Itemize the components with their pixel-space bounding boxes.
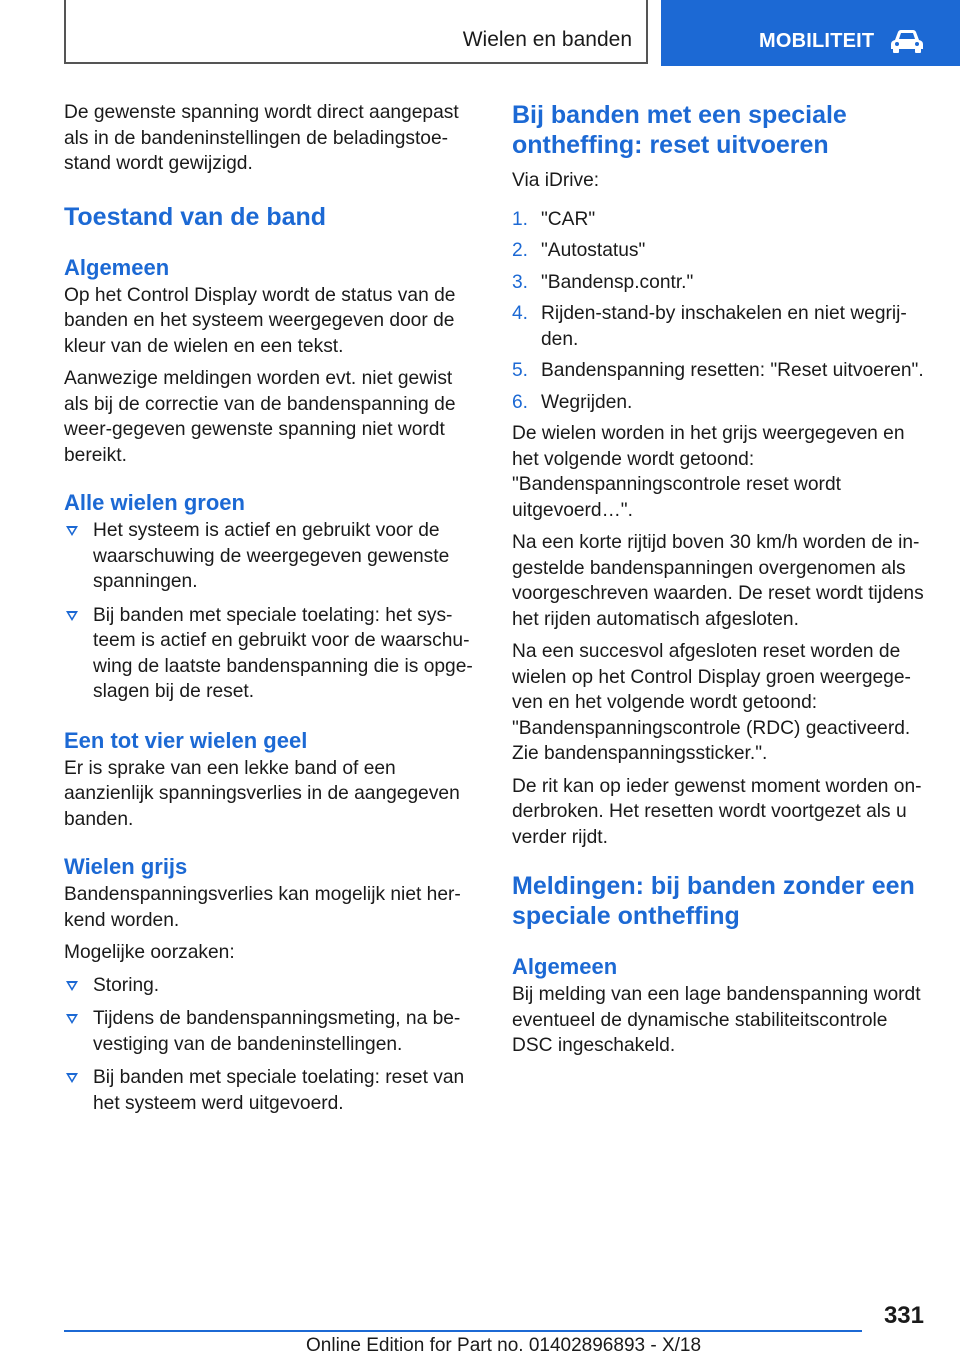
left-column: [64, 100, 482, 1124]
step-item: 4. Rijden-stand-by inschakelen en niet wegrij-den.: [512, 303, 907, 350]
list-item: Tijdens de bandenspanningsmeting, na be-vestiging van de bandeninstellingen.: [64, 1006, 482, 1057]
heading-geel: Een tot vier wielen geel: [64, 727, 308, 753]
paragraph-reset-3: Na een succesvol afgesloten reset worden de wielen op het Control Display groen weergege-ven en het volgende wordt getoond: "Bandenspanningscontrole (RDC) geactiveerd. Zie bandenspanningssticker.".: [512, 641, 911, 764]
paragraph-algemeen-1: Op het Control Display wordt de status van de banden en het systeem weergegeven door de kleur van de wielen en een tekst.: [64, 284, 456, 357]
step-item: 5. Bandenspanning resetten: "Reset uitvoeren".: [512, 360, 924, 381]
steps-list: [512, 207, 930, 416]
heading-toestand: Toestand van de band: [64, 202, 327, 231]
heading-meldingen: Meldingen: bij banden zonder een speciale ontheffing: [512, 872, 915, 930]
paragraph-reset-1: De wielen worden in het grijs weergegeven en het volgende wordt getoond: "Bandenspanningscontrole reset wordt uitgevoerd…".: [512, 423, 905, 521]
paragraph-algemeen-2: Aanwezige meldingen worden evt. niet gewist als bij de correctie van de bandenspanning de weer-gegeven gewenste spanning niet wordt bereikt.: [64, 368, 456, 466]
page-number: 331: [883, 1302, 924, 1329]
list-item: Bij banden met speciale toelating: het sys-teem is actief en gebruikt voor de waarschu-wing de laatste bandenspanning die is opge-slagen bij de reset.: [64, 603, 482, 705]
heading-reset: Bij banden met een speciale ontheffing: reset uitvoeren: [512, 101, 847, 159]
car-icon: [889, 28, 925, 54]
via-idrive: Via iDrive:: [512, 170, 600, 191]
footer-divider: [64, 1330, 862, 1332]
heading-algemeen-left: Algemeen: [64, 254, 170, 280]
paragraph-grijs-1: Bandenspanningsverlies kan mogelijk niet her-kend worden.: [64, 884, 461, 931]
step-item: 1. "CAR": [512, 208, 596, 230]
list-item: Bij banden met speciale toelating: reset van het systeem werd uitgevoerd.: [64, 1065, 482, 1116]
list-groen: [64, 518, 482, 705]
right-column: [512, 100, 930, 1066]
list-item: Storing.: [64, 973, 482, 999]
footer-edition: Online Edition for Part no. 01402896893 - X/18: [306, 1335, 702, 1356]
heading-grijs: Wielen grijs: [64, 854, 188, 879]
paragraph-meldingen: Bij melding van een lage bandenspanning wordt eventueel de dynamische stabiliteitscontrole DSC ingeschakeld.: [512, 984, 921, 1056]
bullet-triangle-icon: [66, 981, 78, 991]
heading-algemeen-right: Algemeen: [512, 954, 618, 979]
list-grijs: [64, 973, 482, 1117]
paragraph-grijs-2: Mogelijke oorzaken:: [64, 942, 235, 963]
bullet-triangle-icon: [66, 611, 78, 621]
step-item: 2. "Autostatus": [512, 240, 646, 261]
header-section-box: [64, 0, 648, 64]
paragraph-reset-4: De rit kan op ieder gewenst moment worden on-derbroken. Het resetten wordt voortgezet als u verder rijdt.: [512, 775, 922, 848]
bullet-triangle-icon: [66, 526, 78, 536]
step-item: 3. "Bandensp.contr.": [512, 271, 694, 293]
header-chapter-tab: [661, 0, 960, 66]
header-chapter-title: MOBILITEIT: [759, 30, 875, 52]
bullet-triangle-icon: [66, 1014, 78, 1024]
list-item: Het systeem is actief en gebruikt voor de waarschuwing de weergegeven gewenste spanningen.: [64, 518, 482, 595]
intro-paragraph: De gewenste spanning wordt direct aangepast als in de bandeninstellingen de beladingstoe-stand wordt gewijzigd.: [64, 102, 459, 174]
paragraph-geel: Er is sprake van een lekke band of een aanzienlijk spanningsverlies in de aangegeven banden.: [64, 757, 460, 830]
heading-groen: Alle wielen groen: [64, 490, 245, 515]
paragraph-reset-2: Na een korte rijtijd boven 30 km/h worden de in-gestelde bandenspanningen overgenomen als voorgeschreven waarden. De reset wordt tijdens het rijden automatisch afgesloten.: [512, 532, 924, 630]
header-section-title: Wielen en banden: [462, 28, 632, 51]
bullet-triangle-icon: [66, 1073, 78, 1083]
step-item: 6. Wegrijden.: [512, 391, 633, 413]
